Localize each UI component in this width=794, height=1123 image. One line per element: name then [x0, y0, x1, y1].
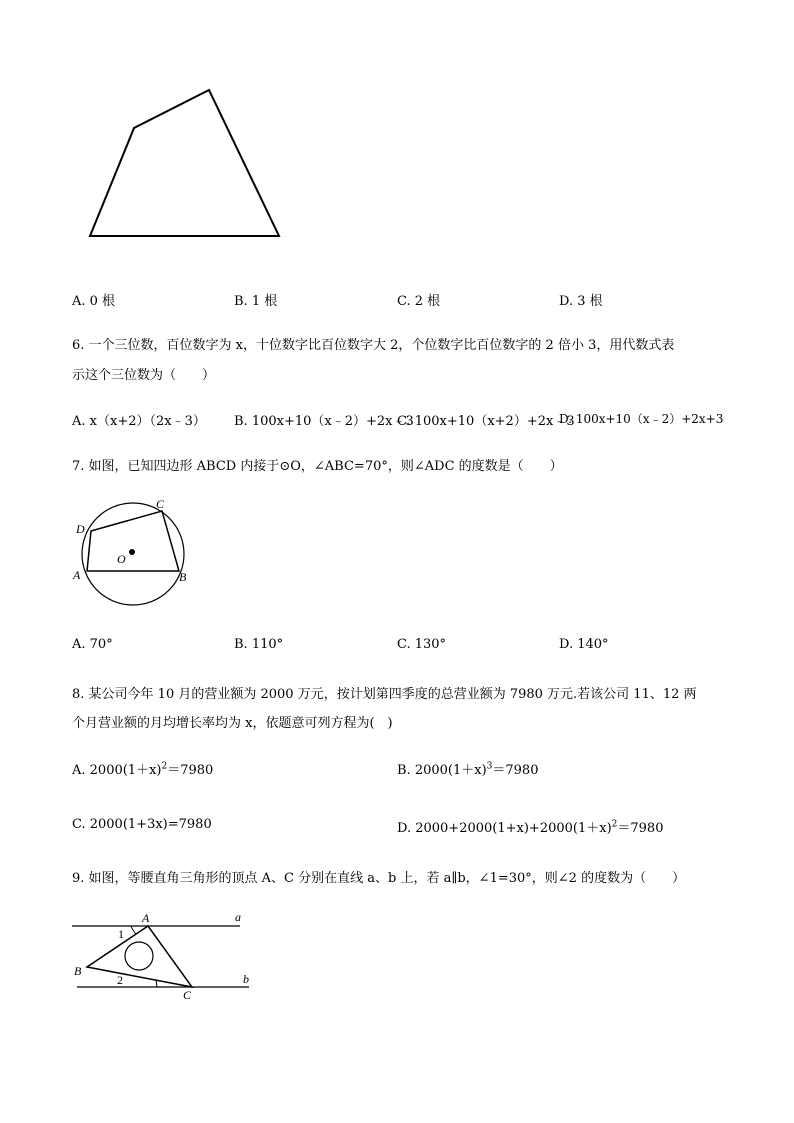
- label-o: O: [117, 552, 126, 566]
- inner-circle: [125, 942, 153, 970]
- q5-option-b[interactable]: B. 1 根: [234, 294, 278, 309]
- q6-option-d[interactable]: D. 100x+10（x﹣2）+2x+3: [559, 412, 724, 426]
- label-c: C: [156, 497, 165, 511]
- q5-option-d[interactable]: D. 3 根: [559, 294, 603, 309]
- q9-stem: 9. 如图，等腰直角三角形的顶点 A、C 分别在直线 a、b 上，若 a∥b，∠1=30°，则∠2 的度数为（ ）: [72, 871, 686, 886]
- q7-stem: 7. 如图，已知四边形 ABCD 内接于⊙O，∠ABC=70°，则∠ADC 的度数是（ ）: [72, 459, 563, 474]
- q8-option-a-prefix: A. 2000(1＋x): [72, 763, 162, 778]
- label-angle-2: 2: [117, 973, 123, 987]
- label-b: B: [179, 570, 187, 584]
- q8-option-b-prefix: B. 2000(1＋x): [397, 763, 487, 778]
- q6-option-c[interactable]: C. 100x+10（x+2）+2x﹣3: [397, 414, 575, 429]
- label-a: A: [73, 568, 81, 582]
- q6-stem-line2: 示这个三位数为（ ）: [72, 368, 216, 383]
- label-d: D: [76, 522, 85, 536]
- q5-option-a[interactable]: A. 0 根: [72, 294, 116, 309]
- q8-option-d-prefix: D. 2000+2000(1+x)+2000(1＋x): [397, 821, 612, 836]
- q7-option-c[interactable]: C. 130°: [397, 637, 447, 652]
- q8-stem-line1: 8. 某公司今年 10 月的营业额为 2000 万元，按计划第四季度的总营业额为 7980 万元.若该公司 11、12 两: [72, 687, 697, 702]
- label-line-b: b: [243, 972, 249, 986]
- label-line-a: a: [235, 910, 241, 924]
- q8-option-b-suffix: ＝7980: [492, 763, 539, 778]
- angle-1-arc: [131, 926, 136, 934]
- q6-stem-line1: 6. 一个三位数，百位数字为 x，十位数字比百位数字大 2，个位数字比百位数字的 2 倍小 3，用代数式表: [72, 338, 675, 353]
- q7-option-b[interactable]: B. 110°: [234, 637, 284, 652]
- q5-option-c[interactable]: C. 2 根: [397, 294, 441, 309]
- q8-option-a-exponent: 2: [161, 761, 168, 772]
- q7-option-a[interactable]: A. 70°: [72, 637, 113, 652]
- q8-option-d-suffix: ＝7980: [617, 821, 664, 836]
- q8-option-c[interactable]: C. 2000(1+3x)=7980: [72, 817, 212, 832]
- q7-option-d[interactable]: D. 140°: [559, 637, 609, 652]
- q8-option-d-exponent: 2: [611, 819, 618, 830]
- isosceles-right-triangle: [87, 926, 192, 987]
- q8-option-b-exponent: 3: [486, 761, 493, 772]
- label-point-c: C: [183, 988, 192, 1002]
- q8-stem-line2: 个月营业额的月均增长率均为 x，依题意可列方程为( ): [72, 716, 393, 731]
- label-angle-1: 1: [118, 927, 124, 941]
- label-point-b: B: [74, 964, 82, 978]
- q6-option-b[interactable]: B. 100x+10（x﹣2）+2x﹣3: [234, 414, 414, 429]
- q8-option-a-suffix: ＝7980: [167, 763, 214, 778]
- q6-option-a[interactable]: A. x（x+2）（2x﹣3）: [72, 414, 206, 429]
- label-point-a: A: [142, 911, 150, 925]
